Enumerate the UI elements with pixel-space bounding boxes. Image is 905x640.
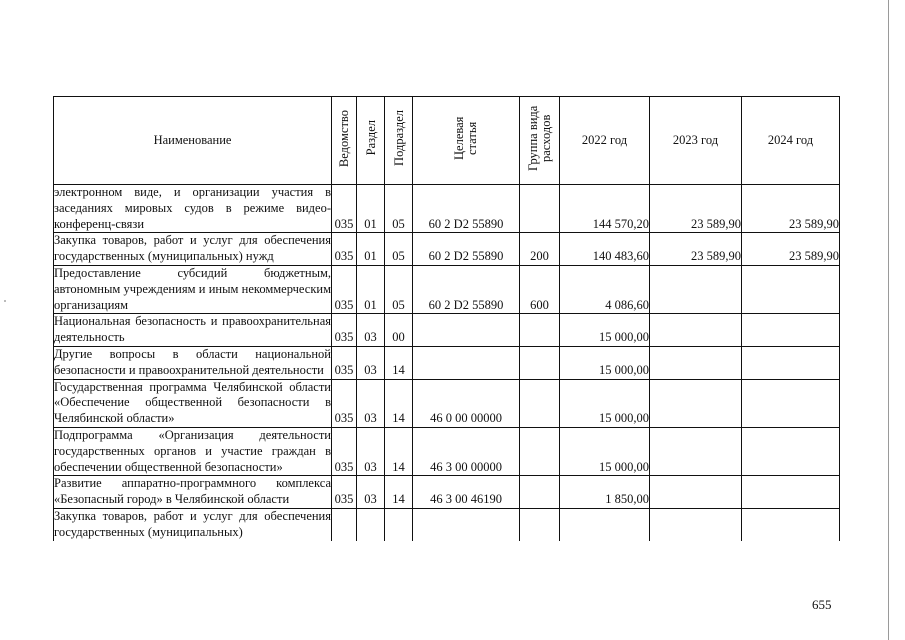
row-target: 60 2 D2 55890 (413, 185, 520, 233)
table-row (54, 314, 840, 347)
row-target (413, 346, 520, 379)
row-2024 (742, 379, 840, 427)
row-2023 (650, 508, 742, 540)
table-row (54, 265, 840, 313)
row-dept: 035 (332, 476, 357, 509)
row-2023 (650, 265, 742, 313)
row-subsection: 14 (385, 476, 413, 509)
row-section: 01 (357, 185, 385, 233)
row-subsection (385, 508, 413, 540)
row-dept: 035 (332, 427, 357, 475)
row-2023: 23 589,90 (650, 185, 742, 233)
row-2024 (742, 427, 840, 475)
row-name: Закупка товаров, работ и услуг для обеспечения государственных (муниципальных) нужд (54, 233, 332, 266)
row-2022: 15 000,00 (560, 427, 650, 475)
row-name: Национальная безопасность и правоохранительная деятельность (54, 314, 332, 347)
row-section: 01 (357, 265, 385, 313)
table-header-row (54, 97, 840, 185)
row-target: 46 3 00 00000 (413, 427, 520, 475)
row-section: 03 (357, 379, 385, 427)
row-section: 03 (357, 314, 385, 347)
row-name: Развитие аппаратно-программного комплекса «Безопасный город» в Челябинской области (54, 476, 332, 509)
row-name: Другие вопросы в области национальной безопасности и правоохранительной деятельности (54, 346, 332, 379)
row-subsection: 05 (385, 233, 413, 266)
header-2023: 2023 год (650, 97, 742, 185)
row-2022: 4 086,60 (560, 265, 650, 313)
row-group (520, 379, 560, 427)
budget-table (53, 96, 840, 541)
row-2022: 144 570,20 (560, 185, 650, 233)
row-name: Предоставление субсидий бюджетным, автономным учреждениям и иным некоммерческим организациям (54, 265, 332, 313)
row-target: 60 2 D2 55890 (413, 233, 520, 266)
row-2022 (560, 508, 650, 540)
row-name: Подпрограмма «Организация деятельности государственных органов и участие граждан в обеспечении общественной безопасности» (54, 427, 332, 475)
row-subsection: 14 (385, 346, 413, 379)
row-target: 60 2 D2 55890 (413, 265, 520, 313)
row-2023 (650, 346, 742, 379)
row-target (413, 314, 520, 347)
row-2024 (742, 508, 840, 540)
row-section: 03 (357, 346, 385, 379)
row-subsection: 14 (385, 379, 413, 427)
row-2024 (742, 265, 840, 313)
row-target: 46 0 00 00000 (413, 379, 520, 427)
row-section: 03 (357, 427, 385, 475)
table-row (54, 346, 840, 379)
row-2024: 23 589,90 (742, 233, 840, 266)
row-2023: 23 589,90 (650, 233, 742, 266)
table-row (54, 233, 840, 266)
row-subsection: 14 (385, 427, 413, 475)
row-group (520, 314, 560, 347)
row-group (520, 476, 560, 509)
table-row (54, 185, 840, 233)
row-dept: 035 (332, 346, 357, 379)
page-edge-line (888, 0, 889, 640)
row-2023 (650, 476, 742, 509)
row-section: 03 (357, 476, 385, 509)
row-subsection: 00 (385, 314, 413, 347)
header-2022: 2022 год (560, 97, 650, 185)
row-section: 01 (357, 233, 385, 266)
row-group (520, 346, 560, 379)
row-section (357, 508, 385, 540)
row-2022: 15 000,00 (560, 379, 650, 427)
table-row (54, 427, 840, 475)
row-name: Государственная программа Челябинской области «Обеспечение общественной безопасности в Челябинской области» (54, 379, 332, 427)
header-target: Целевая статья (413, 97, 520, 185)
row-2024: 23 589,90 (742, 185, 840, 233)
row-dept: 035 (332, 314, 357, 347)
row-target (413, 508, 520, 540)
row-2024 (742, 346, 840, 379)
row-dept: 035 (332, 379, 357, 427)
header-name: Наименование (54, 97, 332, 185)
table-row (54, 379, 840, 427)
row-group: 200 (520, 233, 560, 266)
row-subsection: 05 (385, 185, 413, 233)
header-section: Раздел (357, 97, 385, 185)
row-2024 (742, 476, 840, 509)
row-2023 (650, 379, 742, 427)
row-dept: 035 (332, 265, 357, 313)
row-target: 46 3 00 46190 (413, 476, 520, 509)
row-2023 (650, 427, 742, 475)
row-2023 (650, 314, 742, 347)
header-dept: Ведомство (332, 97, 357, 185)
row-group (520, 508, 560, 540)
row-name: электронном виде, и организации участия в заседаниях мировых судов в режиме видео-конференц-связи (54, 185, 332, 233)
row-2022: 1 850,00 (560, 476, 650, 509)
row-2022: 140 483,60 (560, 233, 650, 266)
table-row (54, 476, 840, 509)
page-number: 655 (812, 597, 832, 612)
row-group (520, 427, 560, 475)
row-name: Закупка товаров, работ и услуг для обеспечения государственных (муниципальных) (54, 508, 331, 539)
row-2022: 15 000,00 (560, 314, 650, 347)
header-group: Группа вида расходов (520, 97, 560, 185)
row-dept: 035 (332, 185, 357, 233)
row-dept (332, 508, 357, 540)
row-group (520, 185, 560, 233)
scan-speck (4, 300, 6, 302)
row-2022: 15 000,00 (560, 346, 650, 379)
table-row (54, 508, 840, 540)
row-subsection: 05 (385, 265, 413, 313)
header-subsection: Подраздел (385, 97, 413, 185)
row-dept: 035 (332, 233, 357, 266)
row-2024 (742, 314, 840, 347)
header-2024: 2024 год (742, 97, 840, 185)
row-group: 600 (520, 265, 560, 313)
